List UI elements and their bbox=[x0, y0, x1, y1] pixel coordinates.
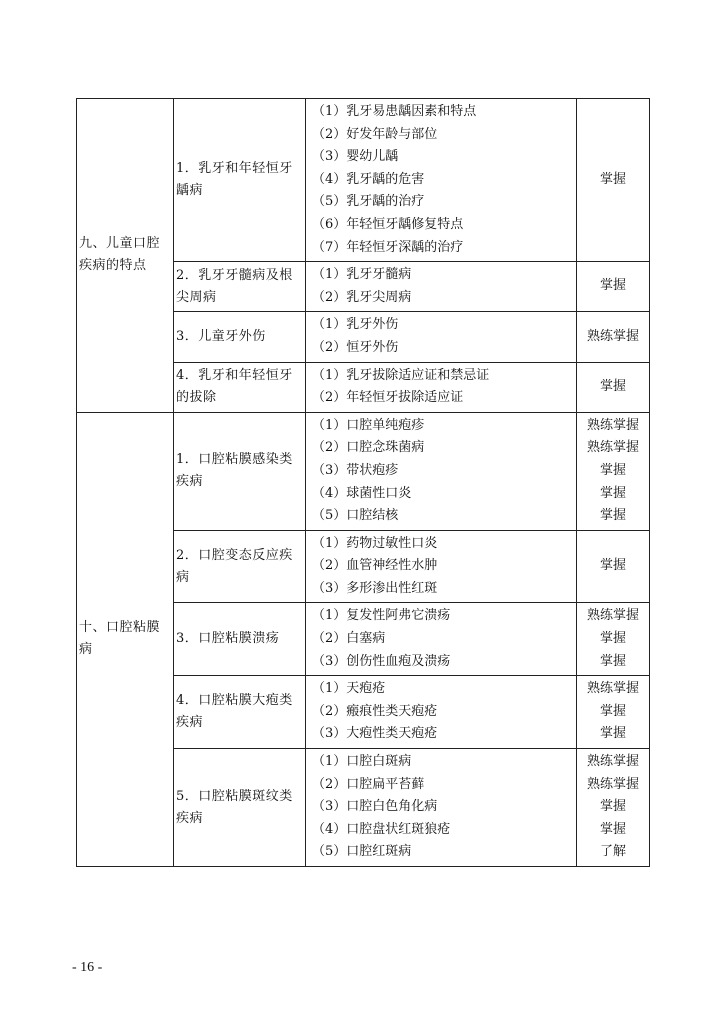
topic-title: 5．口腔粘膜斑纹类疾病 bbox=[176, 788, 293, 826]
content-cell bbox=[306, 412, 577, 530]
syllabus-body bbox=[77, 99, 650, 867]
content-item: （3）带状疱疹 bbox=[312, 462, 399, 478]
content-item: （1）药物过敏性口炎 bbox=[312, 535, 438, 551]
page-number: - 16 - bbox=[72, 960, 103, 975]
content-item: （2）乳牙尖周病 bbox=[312, 289, 412, 305]
content-item: （1）乳牙拔除适应证和禁忌证 bbox=[312, 367, 490, 383]
unit-title: 十、口腔粘膜病 bbox=[79, 620, 161, 658]
topic-cell bbox=[174, 749, 306, 867]
requirement-level: 掌握 bbox=[599, 508, 626, 524]
content-item: （2）口腔念珠菌病 bbox=[312, 440, 425, 456]
requirement-cell bbox=[577, 312, 650, 362]
content-item: （1）口腔白斑病 bbox=[312, 754, 412, 770]
requirement-level: 熟练掌握 bbox=[586, 776, 639, 792]
requirement-level: 掌握 bbox=[599, 171, 626, 187]
requirement-level: 熟练掌握 bbox=[586, 440, 639, 456]
content-cell bbox=[306, 262, 577, 312]
unit-title: 九、儿童口腔疾病的特点 bbox=[79, 236, 161, 274]
requirement-cell bbox=[577, 676, 650, 749]
requirement-level: 熟练掌握 bbox=[586, 417, 639, 433]
content-cell bbox=[306, 312, 577, 362]
topic-title: 1．口腔粘膜感染类疾病 bbox=[176, 452, 293, 490]
topic-title: 4．口腔粘膜大疱类疾病 bbox=[176, 693, 293, 731]
requirement-level: 熟练掌握 bbox=[586, 328, 639, 344]
topic-title: 3．口腔粘膜溃疡 bbox=[176, 631, 280, 647]
content-item: （4）乳牙龋的危害 bbox=[312, 171, 425, 187]
content-item: （1）天疱疮 bbox=[312, 681, 386, 697]
content-item: （7）年轻恒牙深龋的治疗 bbox=[312, 239, 464, 255]
content-item: （2）白塞病 bbox=[312, 631, 386, 647]
topic-title: 1．乳牙和年轻恒牙龋病 bbox=[176, 161, 293, 199]
topic-cell bbox=[174, 603, 306, 676]
topic-title: 2．乳牙牙髓病及根尖周病 bbox=[176, 267, 293, 305]
topic-cell bbox=[174, 312, 306, 362]
topic-cell bbox=[174, 676, 306, 749]
topic-cell bbox=[174, 362, 306, 412]
content-item: （1）口腔单纯疱疹 bbox=[312, 417, 425, 433]
requirement-level: 熟练掌握 bbox=[586, 681, 639, 697]
content-item: （3）多形渗出性红斑 bbox=[312, 580, 438, 596]
requirement-level: 掌握 bbox=[599, 821, 626, 837]
content-item: （2）年轻恒牙拔除适应证 bbox=[312, 390, 464, 406]
syllabus-table bbox=[76, 98, 650, 867]
content-item: （5）口腔结核 bbox=[312, 508, 399, 524]
requirement-level: 熟练掌握 bbox=[586, 754, 639, 770]
content-item: （3）口腔白色角化病 bbox=[312, 799, 438, 815]
requirement-cell bbox=[577, 362, 650, 412]
content-item: （1）复发性阿弗它溃疡 bbox=[312, 608, 451, 624]
requirement-cell bbox=[577, 603, 650, 676]
requirement-level: 掌握 bbox=[599, 278, 626, 294]
requirement-level: 掌握 bbox=[599, 799, 626, 815]
requirement-level: 掌握 bbox=[599, 703, 626, 719]
content-cell bbox=[306, 530, 577, 603]
content-item: （5）口腔红斑病 bbox=[312, 844, 412, 860]
topic-cell bbox=[174, 262, 306, 312]
requirement-level: 掌握 bbox=[599, 558, 626, 574]
topic-title: 2．口腔变态反应疾病 bbox=[176, 547, 293, 585]
requirement-level: 掌握 bbox=[599, 726, 626, 742]
content-item: （1）乳牙易患龋因素和特点 bbox=[312, 104, 477, 119]
requirement-level: 掌握 bbox=[599, 378, 626, 394]
requirement-level: 了解 bbox=[599, 844, 626, 860]
content-item: （2）恒牙外伤 bbox=[312, 339, 399, 355]
requirement-level: 掌握 bbox=[599, 485, 626, 501]
topic-title: 4．乳牙和年轻恒牙的拔除 bbox=[176, 368, 293, 406]
content-item: （5）乳牙龋的治疗 bbox=[312, 194, 425, 210]
content-cell bbox=[306, 749, 577, 867]
content-item: （4）球菌性口炎 bbox=[312, 485, 412, 501]
content-item: （3）婴幼儿龋 bbox=[312, 149, 399, 165]
content-item: （2）血管神经性水肿 bbox=[312, 558, 438, 574]
content-cell bbox=[306, 603, 577, 676]
content-item: （2）口腔扁平苔藓 bbox=[312, 776, 425, 792]
content-cell bbox=[306, 99, 577, 262]
requirement-level: 掌握 bbox=[599, 462, 626, 478]
content-item: （6）年轻恒牙龋修复特点 bbox=[312, 216, 464, 232]
content-item: （1）乳牙外伤 bbox=[312, 317, 399, 333]
requirement-level: 掌握 bbox=[599, 653, 626, 669]
requirement-level: 掌握 bbox=[599, 631, 626, 647]
unit-cell bbox=[77, 99, 174, 413]
topic-cell bbox=[174, 412, 306, 530]
topic-cell bbox=[174, 99, 306, 262]
content-cell bbox=[306, 676, 577, 749]
topic-title: 3．儿童牙外伤 bbox=[176, 328, 266, 344]
table-row bbox=[77, 412, 650, 530]
content-item: （3）创伤性血疱及溃疡 bbox=[312, 653, 451, 669]
content-item: （1）乳牙牙髓病 bbox=[312, 267, 412, 283]
requirement-level: 熟练掌握 bbox=[586, 608, 639, 624]
requirement-cell bbox=[577, 530, 650, 603]
table-row bbox=[77, 99, 650, 262]
content-item: （4）口腔盘状红斑狼疮 bbox=[312, 821, 451, 837]
requirement-cell bbox=[577, 412, 650, 530]
topic-cell bbox=[174, 530, 306, 603]
unit-cell bbox=[77, 412, 174, 866]
requirement-cell bbox=[577, 262, 650, 312]
content-item: （2）瘢痕性类天疱疮 bbox=[312, 703, 438, 719]
content-item: （3）大疱性类天疱疮 bbox=[312, 726, 438, 742]
content-item: （2）好发年龄与部位 bbox=[312, 126, 438, 142]
requirement-cell bbox=[577, 99, 650, 262]
content-cell bbox=[306, 362, 577, 412]
requirement-cell bbox=[577, 749, 650, 867]
